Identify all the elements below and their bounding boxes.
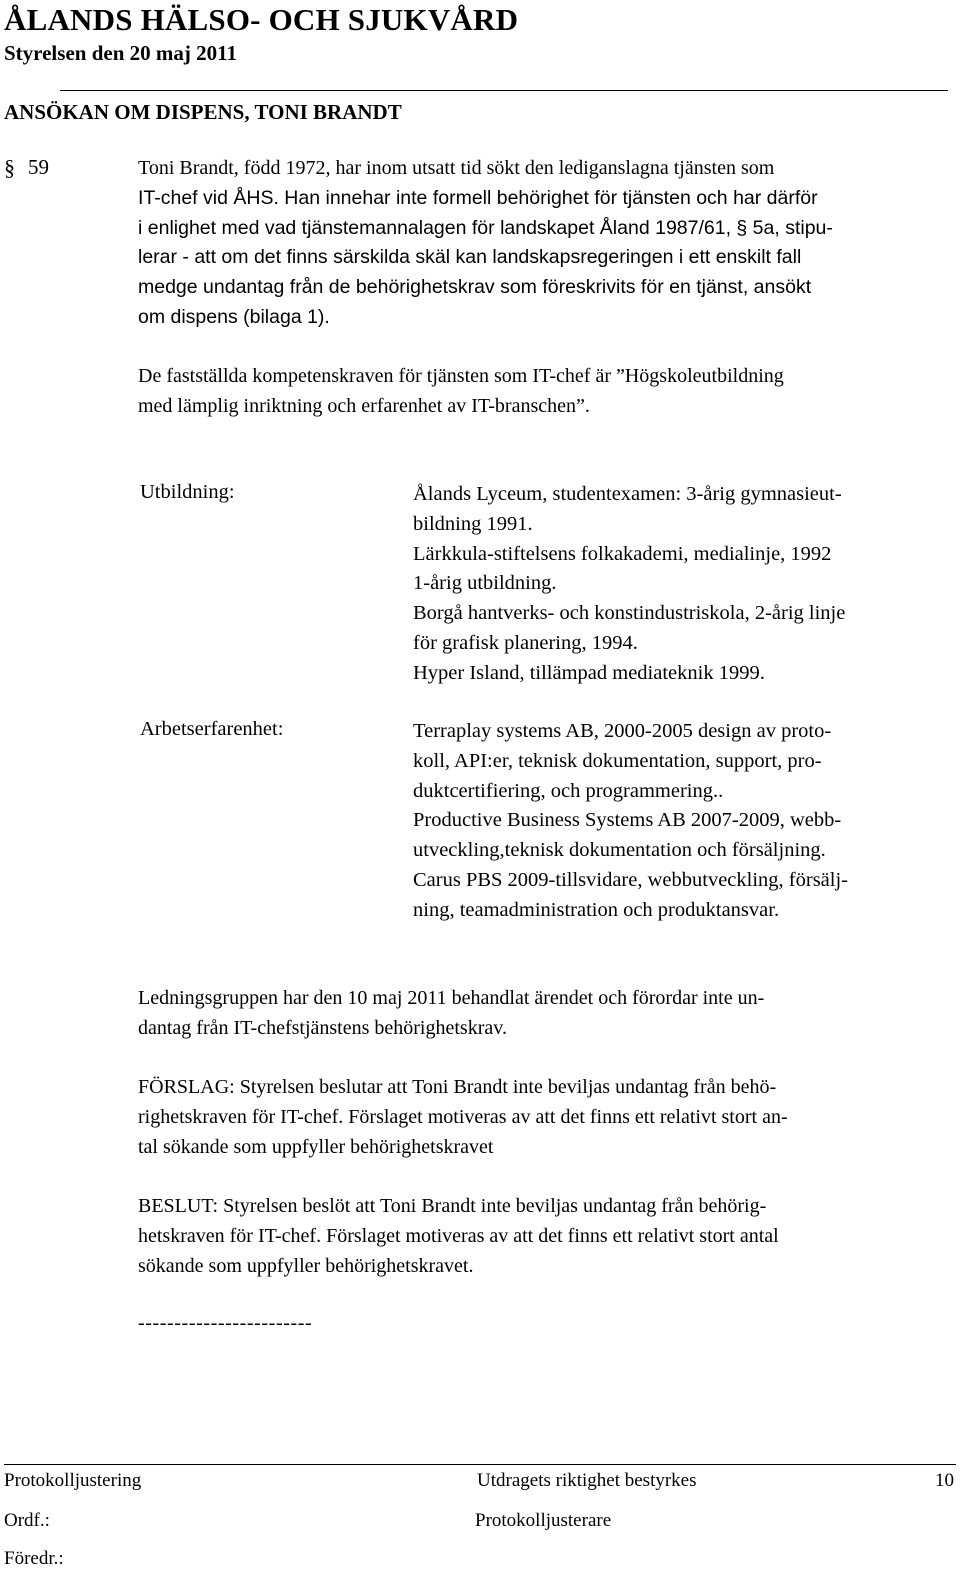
intro-line: lerar - att om det finns särskilda skäl kan landskapsregeringen i ett enskilt fall [138,246,802,269]
section-sign-icon: § [4,155,15,180]
intro-paragraph [138,154,956,333]
separator-dashes: ------------------------ [138,1312,313,1334]
requirements-line: De fastställda kompetenskraven för tjänsten som IT-chef är ”Högskoleutbildning [138,365,784,387]
item-number: 59 [28,155,49,179]
organization-title: ÅLANDS HÄLSO- OCH SJUKVÅRD [4,2,519,37]
page-number: 10 [935,1470,954,1491]
requirements-paragraph [138,362,956,422]
experience-line: duktcertifiering, och programmering.. [413,779,724,802]
decision-paragraph [138,1192,956,1281]
decision-line: BESLUT: Styrelsen beslöt att Toni Brandt inte beviljas undantag från behörig- [138,1195,767,1217]
experience-line: Terraplay systems AB, 2000-2005 design av proto- [413,720,832,742]
proposal-paragraph [138,1073,956,1162]
experience-line: ning, teamadministration och produktansvar. [413,898,780,921]
intro-line: medge undantag från de behörighetskrav som föreskrivits för en tjänst, ansökt [138,276,812,299]
subject-heading: ANSÖKAN OM DISPENS, TONI BRANDT [4,100,402,124]
footer-certification: Utdragets riktighet bestyrkes [477,1470,697,1491]
education-line: för grafisk planering, 1994. [413,631,638,654]
intro-line: IT-chef vid ÅHS. Han innehar inte formell behörighet för tjänsten och har därför [138,186,818,209]
education-line: Ålands Lyceum, studentexamen: 3-årig gymnasieut- [413,483,842,505]
experience-line: koll, API:er, teknisk dokumentation, support, pro- [413,749,822,772]
education-label: Utbildning: [140,481,235,503]
meeting-date: Styrelsen den 20 maj 2011 [4,41,237,65]
footer-foredr-label: Föredr.: [4,1548,64,1569]
experience-label: Arbetserfarenhet: [140,718,284,740]
management-line: Ledningsgruppen har den 10 maj 2011 behandlat ärendet och förordar inte un- [138,987,765,1009]
education-list [413,480,958,689]
education-line: Hyper Island, tillämpad mediateknik 1999. [413,661,765,684]
education-line: 1-årig utbildning. [413,572,557,595]
decision-line: hetskraven för IT-chef. Förslaget motiveras av att det finns ett relativt stort antal [138,1224,779,1247]
intro-line: om dispens (bilaga 1). [138,305,330,328]
intro-line: i enlighet med vad tjänstemannalagen för landskapet Åland 1987/61, § 5a, stipu- [138,216,833,239]
decision-line: sökande som uppfyller behörighetskravet. [138,1254,474,1277]
footer-protokolljustering: Protokolljustering [4,1470,142,1491]
requirements-line: med lämplig inriktning och erfarenhet av IT-branschen”. [138,394,590,417]
footer-justerare: Protokolljusterare [475,1510,612,1531]
footer-ordf-label: Ordf.: [4,1510,50,1531]
education-line: Lärkkula-stiftelsens folkakademi, medialinje, 1992 [413,542,832,565]
proposal-line: tal sökande som uppfyller behörighetskravet [138,1135,494,1158]
management-paragraph [138,984,956,1044]
education-line: bildning 1991. [413,512,533,535]
experience-line: Productive Business Systems AB 2007-2009, webb- [413,809,842,832]
management-line: dantag från IT-chefstjänstens behörighetskrav. [138,1016,507,1039]
header-rule [60,90,948,91]
experience-line: utveckling,teknisk dokumentation och försäljning. [413,839,826,862]
proposal-line: righetskraven för IT-chef. Förslaget motiveras av att det finns ett relativt stort an- [138,1105,788,1128]
education-line: Borgå hantverks- och konstindustriskola, 2-årig linje [413,602,846,625]
experience-list [413,717,958,926]
proposal-line: FÖRSLAG: Styrelsen beslutar att Toni Brandt inte beviljas undantag från behö- [138,1076,777,1098]
experience-line: Carus PBS 2009-tillsvidare, webbutveckling, försälj- [413,868,848,891]
footer-rule [4,1464,956,1465]
intro-line: Toni Brandt, född 1972, har inom utsatt tid sökt den lediganslagna tjänsten som [138,157,775,179]
